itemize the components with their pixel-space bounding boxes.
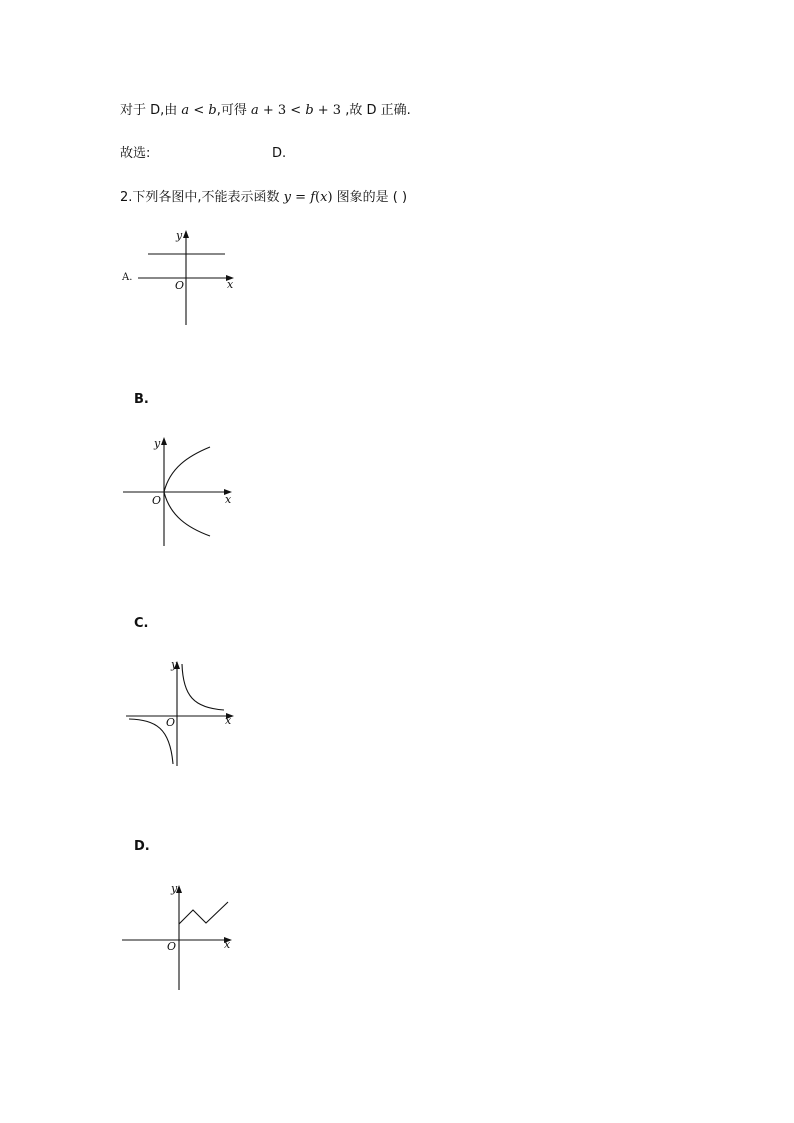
axis-x-label: x — [224, 938, 231, 951]
option-d-label: D. — [134, 839, 150, 854]
text: 图象的是 ( ) — [332, 190, 408, 205]
expr: + 3 — [313, 103, 342, 118]
zigzag-graph-icon — [122, 880, 242, 995]
axis-y-label: y — [176, 229, 183, 242]
axis-x-label: x — [227, 278, 234, 291]
hyperbola-graph-icon — [122, 656, 242, 771]
text: ,可得 — [216, 103, 251, 118]
solution-line-d — [120, 102, 411, 120]
option-c-label: C. — [134, 616, 149, 631]
paren-open: ( — [315, 190, 321, 205]
text: 对于 D,由 — [120, 103, 182, 118]
question-text — [120, 189, 407, 207]
equals: = — [291, 190, 311, 205]
var-b: b — [305, 103, 314, 118]
origin-label: O — [166, 716, 176, 729]
op-less: < — [189, 103, 209, 118]
option-b-label: B. — [134, 392, 149, 407]
var-a: a — [250, 103, 259, 118]
text: ,故 D 正确. — [341, 103, 411, 118]
option-a-label: A. — [122, 272, 133, 283]
origin-label: O — [152, 494, 162, 507]
origin-label: O — [167, 940, 177, 953]
text: 2.下列各图中,不能表示函数 — [120, 190, 284, 205]
func-f: f — [310, 190, 316, 205]
axis-y-label: y — [171, 658, 178, 671]
axis-y-label: y — [171, 882, 178, 895]
axis-y-label: y — [154, 437, 161, 450]
sideways-parabola-graph-icon — [118, 432, 238, 552]
axis-x-label: x — [225, 493, 232, 506]
axis-x-label: x — [225, 714, 232, 727]
var-b: b — [208, 103, 217, 118]
var-a: a — [181, 103, 190, 118]
var-y: y — [283, 190, 292, 205]
answer-label: 故选: — [120, 146, 151, 161]
var-x: x — [320, 190, 328, 205]
origin-label: O — [175, 279, 185, 292]
answer-value: D. — [272, 146, 287, 161]
horizontal-line-graph-icon — [130, 222, 240, 332]
expr: + 3 < — [258, 103, 306, 118]
answer-line — [120, 145, 150, 163]
paren-close: ) — [327, 190, 333, 205]
